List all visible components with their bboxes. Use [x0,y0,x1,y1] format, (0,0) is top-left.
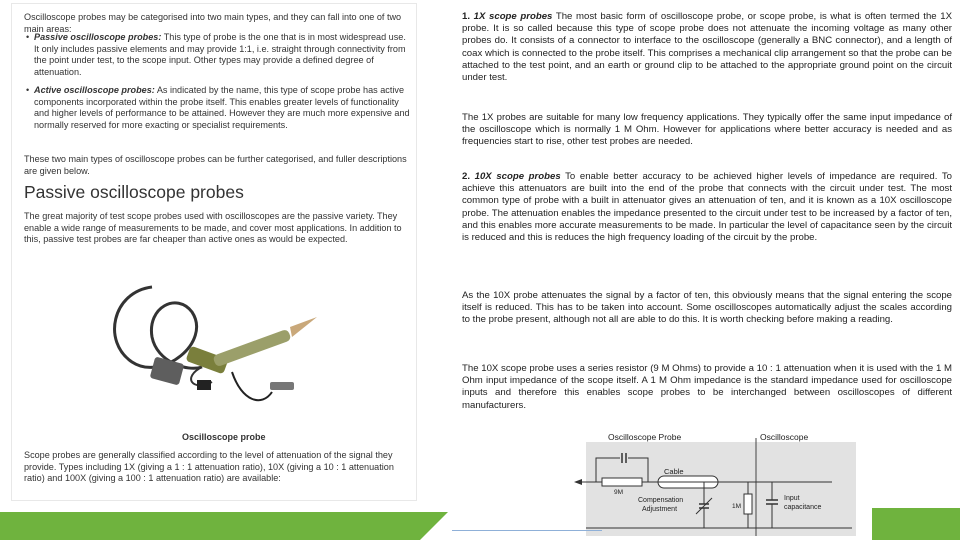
passive-paragraph: The great majority of test scope probes used with oscilloscopes are the passive variety. They enable a wide range of measurements to be made, and cover most applications. In addition to this, passive test probes are far cheaper than active ones as would be expected. [24,211,402,245]
label-comp2: Adjustment [642,506,678,513]
bullet-dot-icon: • [26,32,30,42]
label-probe: Oscilloscope Probe [608,432,682,442]
bullet-passive [26,32,411,78]
label-1m: 1M [732,503,742,510]
label-scope: Oscilloscope [760,432,809,442]
item-10x-probe [462,171,952,244]
sub-intro-text: These two main types of oscilloscope probes can be further categorised, and fuller descriptions are given below. [24,154,407,176]
item-term: 1X scope probes [473,11,553,22]
item-number: 2. [462,171,471,182]
bullet-dot-icon: • [26,85,30,95]
footer-accent-right [872,508,960,540]
label-comp1: Compensation [638,497,684,504]
label-cable: Cable [664,467,684,476]
label-input1: Input [784,495,800,502]
intro-text: Oscilloscope probes may be categorised into two main types, and they can fall into one of two main areas: [24,12,402,34]
para-1x-suitability: The 1X probes are suitable for many low frequency applications. They typically offer the same input impedance of the oscilloscope which is normally 1 M Ohm. However for applications where better accuracy is needed and as frequencies start to rise, other test probes are needed. [462,112,952,148]
item-text: To enable better accuracy to be achieved higher levels of impedance are required. To achieve this attenuators are built into the end of the probe that connects with the circuit under test. The most common type of probe with a built in attenuator gives an attenuation of ten, and it is known as a 10X oscilloscope probe. The attenuation enables the impedance presented to the circuit under test to be increased by a factor of ten, and this enables more accurate measurements to be made. In particular the level of capacitance seen by the circuit is reduced and this is reduces the high frequency loading of the circuit by the probe. [462,171,952,244]
item-number: 1. [462,11,471,22]
attenuation-paragraph: Scope probes are generally classified according to the level of attenuation of the signal they provide. Types including 1X (giving a 1 : 1 attenuation ratio), 10X (giving a 10 : 1 attenuation ratio) and 100X (giving a 100 : 1 attenuation ratio) are available: [24,450,394,484]
section-heading: Passive oscilloscope probes [24,182,244,202]
bullet-text: As indicated by the name, this type of scope probe has active components incorporated within the probe itself. This enables greater levels of functionality and higher levels of performance to be attained. However they are much more expensive and normally reserved for more exacting or specialist requirements. [34,85,410,130]
left-document-panel [12,4,416,500]
oscilloscope-probe-image [92,282,332,432]
bullet-term: Passive oscilloscope probes: [34,32,162,42]
para-series-resistor: The 10X scope probe uses a series resistor (9 M Ohms) to provide a 10 : 1 attenuation when it is used with the 1 M Ohm input impedance of the scope itself. A 1 M Ohm impedance is the standard impedance used for oscilloscope inputs and therefore this enables scope probes to be interchanged between oscilloscopes of different manufacturers. [462,363,952,411]
bullet-text: This type of probe is the one that is in most widespread use. It only includes passive elements and may provide 1:1, i.e. straight through connectivity from the point under test, to the scope input. Other types may provide a defined degree of attenuation. [34,32,406,77]
probe-circuit-diagram [572,428,872,536]
para-10x-attenuation: As the 10X probe attenuates the signal by a factor of ten, this obviously means that the signal entering the scope itself is reduced. This has to be taken into account. Some oscilloscopes automatically adjust the scales according to the probe present, although not all are able to do this. It is worth checking before making a reading. [462,290,952,326]
item-text: The most basic form of oscilloscope probe, or scope probe, is what is often termed the 1X probe. It is so called because this type of scope probe does not attenuate the incoming voltage as many other probes do. It consists of a connector to interface to the oscilloscope (generally a BNC connector), and a length of coax which is connected to the probe itself. This comprises a mechanical clip arrangement so that the probe can be attached to the test point, and an earth or ground clip to be attached to the appropriate ground point on the circuit under test. [462,11,953,84]
label-9m: 9M [614,489,624,496]
item-1x-probe [462,11,952,84]
item-term: 10X scope probes [474,171,561,182]
bullet-active [26,85,411,131]
bullet-term: Active oscilloscope probes: [34,85,155,95]
decorative-line [452,530,602,531]
image-caption: Oscilloscope probe [182,432,266,442]
label-input2: capacitance [784,504,822,511]
footer-accent-bar [0,512,420,540]
footer-accent-corner [420,512,448,540]
